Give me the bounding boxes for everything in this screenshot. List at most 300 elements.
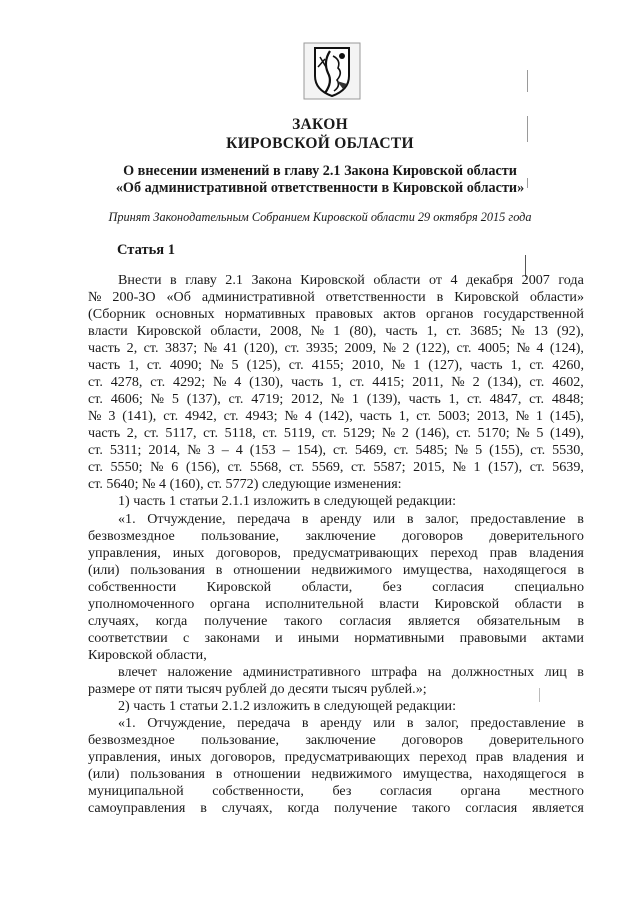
- word: в: [406, 511, 414, 527]
- body-line: [88, 749, 584, 766]
- word: 5: [475, 442, 483, 458]
- word: управления,: [88, 749, 161, 765]
- word: 3837;: [165, 340, 198, 356]
- word: когда: [287, 800, 320, 816]
- word: 5: [231, 357, 239, 373]
- word: договоров: [402, 528, 464, 544]
- word: находящегося: [483, 562, 567, 578]
- word: пользования: [130, 766, 205, 782]
- word: 4: [450, 272, 458, 288]
- word: (146),: [415, 425, 450, 441]
- word: Отчуждение,: [147, 715, 226, 731]
- word: часть: [291, 374, 324, 390]
- word: №: [516, 425, 530, 441]
- word: 2009,: [344, 340, 377, 356]
- word: 5530,: [552, 442, 584, 458]
- word: без: [382, 579, 402, 595]
- word: согласия: [379, 783, 432, 799]
- word: 41: [223, 340, 238, 356]
- word: ст.: [530, 442, 546, 458]
- word: когда: [155, 613, 188, 629]
- word: передача: [237, 715, 291, 731]
- word: 4278,: [110, 374, 143, 390]
- word: соответствии: [88, 630, 168, 646]
- word: 4155;: [311, 357, 344, 373]
- body-line: [88, 681, 584, 698]
- word: в: [436, 289, 444, 305]
- body-line: [118, 511, 584, 528]
- word: (или): [88, 562, 120, 578]
- word: ст.: [262, 425, 278, 441]
- word: законами: [204, 630, 260, 646]
- word: ст.: [529, 374, 545, 390]
- word: №: [511, 323, 525, 339]
- word: (137),: [186, 391, 221, 407]
- word: в: [170, 272, 177, 288]
- word: договоров,: [216, 545, 281, 561]
- body-line: [88, 647, 584, 664]
- word: размере от пяти тысяч рублей до десяти тысяч рублей.»;: [88, 681, 427, 697]
- word: безвозмездное: [88, 528, 175, 544]
- body-line: [88, 800, 584, 817]
- word: в: [200, 800, 207, 816]
- word: без: [332, 783, 352, 799]
- word: области: [373, 272, 421, 288]
- body-line: [88, 357, 584, 374]
- body-line: [88, 476, 584, 493]
- word: 2.1: [225, 272, 243, 288]
- word: №: [382, 340, 397, 356]
- region-title: КИРОВСКОЙ ОБЛАСТИ: [226, 135, 414, 152]
- word: предоставление: [470, 511, 566, 527]
- word: исполнительной: [265, 596, 364, 612]
- word: Кировской области,: [88, 647, 207, 663]
- word: ст.: [284, 340, 300, 356]
- word: №: [210, 357, 224, 373]
- word: Кировской: [206, 579, 272, 595]
- word: власти: [88, 323, 128, 339]
- word: актов: [383, 306, 416, 322]
- word: органа: [209, 596, 250, 612]
- word: 1) часть 1 статьи 2.1.1 изложить в следующей редакции:: [118, 493, 457, 509]
- word: Кировской: [136, 323, 202, 339]
- body-line: [118, 664, 584, 681]
- body-line: [88, 374, 584, 391]
- word: доверительного: [489, 528, 584, 544]
- word: такого: [412, 800, 451, 816]
- word: органов: [426, 306, 474, 322]
- word: местного: [528, 783, 584, 799]
- word: специально: [514, 579, 584, 595]
- word: государственной: [483, 306, 584, 322]
- scan-mark: [527, 70, 528, 92]
- word: залог,: [425, 511, 459, 527]
- word: области: [514, 596, 562, 612]
- word: 4: [536, 340, 544, 356]
- word: 2013,: [476, 408, 509, 424]
- word: предусматривающих: [292, 545, 419, 561]
- word: (130),: [249, 374, 284, 390]
- word: случаях,: [88, 613, 139, 629]
- word: такого: [284, 613, 323, 629]
- word: административного: [242, 664, 361, 680]
- word: административной: [201, 289, 315, 305]
- word: года: [558, 272, 584, 288]
- word: недвижимого: [311, 766, 393, 782]
- word: управления,: [88, 545, 161, 561]
- word: ст.: [88, 391, 103, 407]
- word: 2007: [521, 272, 550, 288]
- word: лиц: [544, 664, 567, 680]
- word: №: [88, 289, 102, 305]
- word: ст.: [393, 442, 409, 458]
- body-line: [88, 596, 584, 613]
- word: 4847,: [489, 391, 522, 407]
- word: «1.: [118, 511, 136, 527]
- word: часть: [88, 425, 121, 441]
- word: ст.: [228, 391, 244, 407]
- body-line: [118, 698, 584, 715]
- body-line: [88, 766, 584, 783]
- word: ст.: [349, 374, 365, 390]
- word: основных: [155, 306, 215, 322]
- word: ст.: [529, 459, 545, 475]
- word: является: [532, 800, 584, 816]
- word: органа: [460, 783, 501, 799]
- word: 4: [304, 408, 312, 424]
- word: владения: [529, 545, 584, 561]
- word: –: [282, 442, 290, 458]
- word: 1: [473, 459, 481, 475]
- word: ст.: [416, 408, 432, 424]
- word: «1.: [118, 715, 136, 731]
- word: или: [373, 511, 396, 527]
- word: договоров: [402, 732, 464, 748]
- word: 4292;: [173, 374, 206, 390]
- word: 2014,: [148, 442, 181, 458]
- word: ст.: [446, 323, 462, 339]
- word: нормативных: [224, 306, 306, 322]
- word: 2,: [126, 425, 138, 441]
- body-line: [88, 579, 584, 596]
- word: (124),: [549, 340, 584, 356]
- word: ст.: [146, 357, 162, 373]
- word: 3685;: [470, 323, 503, 339]
- word: 2: [472, 374, 480, 390]
- word: 13: [533, 323, 548, 339]
- word: в: [577, 715, 584, 731]
- word: 5119,: [283, 425, 316, 441]
- word: (127),: [428, 357, 463, 373]
- word: 2) часть 1 статьи 2.1.2 изложить в следующей редакции:: [118, 698, 457, 714]
- word: наложение: [167, 664, 233, 680]
- word: 1,: [510, 357, 522, 373]
- word: должностных: [451, 664, 535, 680]
- law-subtitle-line1: О внесении изменений в главу 2.1 Закона Кировской области: [123, 163, 517, 179]
- word: ст.: [456, 425, 472, 441]
- word: предусматривающих: [284, 749, 411, 765]
- word: №: [310, 323, 325, 339]
- word: 5170;: [477, 425, 510, 441]
- word: 4260,: [552, 357, 584, 373]
- body-line: [88, 783, 584, 800]
- word: «Об: [166, 289, 191, 305]
- word: №: [330, 391, 345, 407]
- word: 5568,: [249, 459, 282, 475]
- word: имущества,: [402, 766, 473, 782]
- word: №: [150, 459, 164, 475]
- word: №: [381, 425, 396, 441]
- word: прав: [489, 545, 518, 561]
- word: (142),: [318, 408, 353, 424]
- body-line: [118, 493, 584, 510]
- word: и: [576, 749, 584, 765]
- word: правовых: [315, 306, 374, 322]
- word: часть: [470, 357, 503, 373]
- word: отношении: [233, 766, 301, 782]
- word: 1: [413, 357, 421, 373]
- word: (134),: [487, 374, 522, 390]
- word: 4719;: [251, 391, 284, 407]
- word: от: [429, 272, 443, 288]
- word: получение: [204, 613, 268, 629]
- word: пользования: [130, 562, 205, 578]
- word: ст.: [227, 459, 243, 475]
- body-line: [88, 391, 584, 408]
- word: (80),: [349, 323, 377, 339]
- word: 3935;: [305, 340, 338, 356]
- word: 1,: [128, 357, 139, 373]
- word: (92),: [556, 323, 584, 339]
- word: передача: [237, 511, 291, 527]
- word: ответственности: [325, 289, 426, 305]
- word: в: [215, 562, 223, 578]
- body-line: [88, 562, 584, 579]
- adoption-note: Принят Законодательным Собранием Кировской области 29 октября 2015 года: [108, 210, 532, 224]
- word: иных: [172, 545, 205, 561]
- word: 4943;: [245, 408, 278, 424]
- word: Кировской: [300, 272, 365, 288]
- body-line: [88, 528, 584, 545]
- word: №: [203, 340, 218, 356]
- word: в: [577, 766, 584, 782]
- word: актами: [541, 630, 584, 646]
- body-line: [88, 442, 584, 459]
- word: ст.: [466, 391, 482, 407]
- word: ст.: [150, 374, 166, 390]
- word: ст.: [321, 425, 337, 441]
- word: на: [427, 664, 442, 680]
- word: владения: [512, 749, 568, 765]
- word: залог,: [425, 715, 459, 731]
- word: 5311;: [109, 442, 142, 458]
- body-line: [88, 323, 584, 340]
- word: в: [577, 613, 584, 629]
- word: собственности,: [212, 783, 304, 799]
- word: недвижимого: [311, 562, 393, 578]
- word: 2: [401, 425, 409, 441]
- body-line: [88, 408, 584, 425]
- word: 4005;: [477, 340, 510, 356]
- word: №: [516, 340, 530, 356]
- word: 4848;: [551, 391, 584, 407]
- word: иных: [169, 749, 202, 765]
- body-line: [88, 425, 584, 442]
- word: 4: [234, 374, 242, 390]
- word: 1: [351, 391, 359, 407]
- word: власти: [379, 596, 419, 612]
- word: декабря: [466, 272, 514, 288]
- word: прав: [475, 749, 504, 765]
- word: –: [221, 442, 229, 458]
- word: отношении: [233, 562, 301, 578]
- word: 2: [402, 340, 410, 356]
- word: 1,: [398, 408, 410, 424]
- word: 2011,: [412, 374, 444, 390]
- word: (157),: [488, 459, 523, 475]
- word: 1,: [448, 391, 460, 407]
- word: обязательным: [476, 613, 561, 629]
- word: ст.: [289, 459, 305, 475]
- word: часть: [88, 340, 121, 356]
- word: №: [187, 442, 201, 458]
- word: области,: [210, 323, 262, 339]
- word: ст.: [456, 340, 472, 356]
- word: 1: [333, 323, 341, 339]
- word: (или): [88, 766, 120, 782]
- word: ст.: [88, 374, 103, 390]
- word: 5117,: [165, 425, 197, 441]
- word: (141),: [122, 408, 157, 424]
- word: 2,: [126, 340, 138, 356]
- word: ст.: [143, 425, 159, 441]
- body-line: [88, 732, 584, 749]
- word: муниципальной: [88, 783, 184, 799]
- word: №: [454, 442, 469, 458]
- word: 5485;: [415, 442, 448, 458]
- word: (Сборник: [88, 306, 146, 322]
- word: переход: [419, 749, 467, 765]
- word: 5: [536, 425, 544, 441]
- word: в: [577, 664, 584, 680]
- word: ст.: [203, 425, 219, 441]
- word: в: [301, 511, 309, 527]
- word: 1: [535, 408, 543, 424]
- body-line: [88, 289, 584, 306]
- word: №: [212, 374, 227, 390]
- word: 2015,: [413, 459, 445, 475]
- word: пользование,: [201, 732, 280, 748]
- word: (125),: [246, 357, 281, 373]
- word: иными: [297, 630, 339, 646]
- word: собственности: [88, 579, 177, 595]
- word: 4602,: [552, 374, 584, 390]
- word: 1,: [426, 323, 438, 339]
- word: 5003;: [437, 408, 471, 424]
- body-line: [88, 459, 584, 476]
- word: (153: [249, 442, 276, 458]
- word: ст.: [223, 408, 239, 424]
- word: является: [408, 613, 460, 629]
- word: главу: [185, 272, 217, 288]
- word: (120),: [244, 340, 279, 356]
- coat-of-arms-icon: [303, 42, 361, 100]
- word: имущества,: [402, 562, 473, 578]
- word: области»: [529, 289, 584, 305]
- word: ст.: [88, 459, 103, 475]
- word: доверительного: [489, 732, 584, 748]
- word: ст. 5640; № 4 (160), ст. 5772) следующие изменения:: [88, 476, 402, 492]
- word: 5639,: [552, 459, 584, 475]
- word: 154),: [296, 442, 327, 458]
- word: №: [391, 357, 406, 373]
- word: в: [577, 511, 584, 527]
- word: часть: [88, 357, 121, 373]
- word: №: [284, 408, 298, 424]
- word: (156),: [185, 459, 220, 475]
- word: 5569,: [311, 459, 344, 475]
- body-line: [88, 613, 584, 630]
- word: и: [275, 630, 283, 646]
- word: области,: [301, 579, 353, 595]
- word: аренду: [320, 511, 362, 527]
- word: 3: [108, 408, 116, 424]
- word: договоров,: [210, 749, 276, 765]
- word: Внести: [118, 272, 162, 288]
- word: или: [373, 715, 396, 731]
- word: правовыми: [459, 630, 527, 646]
- body-line: [88, 545, 584, 562]
- word: согласия: [465, 800, 518, 816]
- body-line: [88, 306, 584, 323]
- word: 5: [171, 391, 179, 407]
- word: 5129;: [343, 425, 376, 441]
- word: (155),: [489, 442, 524, 458]
- word: ст.: [163, 408, 179, 424]
- word: согласия: [432, 579, 484, 595]
- word: пользование,: [201, 528, 280, 544]
- word: 4942,: [185, 408, 217, 424]
- word: 4606;: [110, 391, 143, 407]
- word: Кировской: [454, 289, 519, 305]
- word: ст.: [288, 357, 304, 373]
- body-line: [88, 630, 584, 647]
- word: в: [406, 715, 414, 731]
- word: 3: [207, 442, 215, 458]
- word: согласия: [339, 613, 392, 629]
- law-subtitle-line2: «Об административной ответственности в Кировской области»: [115, 180, 525, 196]
- article-heading: Статья 1: [117, 242, 175, 258]
- law-title: ЗАКОН: [292, 116, 348, 133]
- word: заключение: [305, 528, 376, 544]
- word: в: [301, 715, 309, 731]
- word: №: [451, 374, 465, 390]
- word: №: [150, 391, 165, 407]
- word: находящегося: [483, 766, 567, 782]
- word: часть: [385, 323, 418, 339]
- word: в: [215, 766, 223, 782]
- word: ст.: [350, 459, 366, 475]
- word: 2012,: [291, 391, 323, 407]
- word: 2008,: [270, 323, 302, 339]
- word: 4415;: [372, 374, 405, 390]
- word: влечет: [118, 664, 157, 680]
- word: заключение: [305, 732, 376, 748]
- word: ст.: [529, 357, 545, 373]
- word: (149),: [549, 425, 584, 441]
- word: ст.: [88, 442, 103, 458]
- word: самоуправления: [88, 800, 186, 816]
